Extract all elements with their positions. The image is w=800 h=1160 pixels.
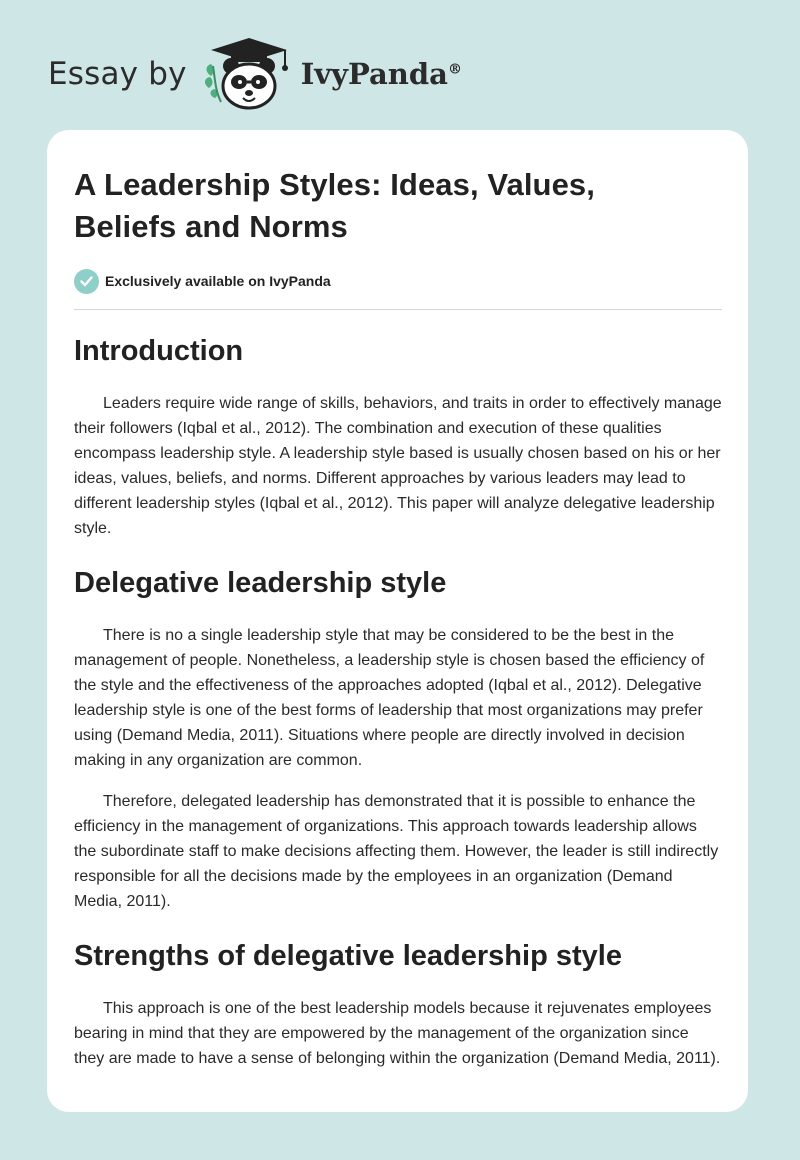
essay-by-label: Essay by	[48, 56, 187, 92]
brand-name[interactable]: IvyPanda®	[300, 57, 462, 91]
page-title: A Leadership Styles: Ideas, Values, Beliefs and Norms	[74, 167, 595, 244]
paragraph: There is no a single leadership style that may be considered to be the best in the management of people. Nonetheless, a leadership style is chosen based the efficiency of the style and the effectiveness of the approaches adopted (Iqbal et al., 2012). Delegative leadership style is one of the best forms of leadership that most organizations may prefer using (Demand Media, 2011). Situations where people are directly involved in decision making in any organization are common.	[74, 627, 705, 769]
section-heading-introduction: Introduction	[74, 335, 244, 367]
exclusive-badge	[74, 268, 722, 294]
section-heading-delegative: Delegative leadership style	[74, 567, 447, 599]
section-heading-strengths: Strengths of delegative leadership style	[74, 940, 622, 972]
essay-card	[47, 130, 748, 1112]
check-circle-icon	[74, 269, 99, 294]
exclusive-label: Exclusively available on IvyPanda	[105, 273, 331, 289]
panda-graduate-logo-icon[interactable]	[201, 36, 297, 112]
site-header	[48, 34, 462, 114]
title-divider	[74, 309, 722, 310]
paragraph: This approach is one of the best leadership models because it rejuvenates employees bearing in mind that they are empowered by the management of the organization since they are made to have a sense of belonging within the organization (Demand Media, 2011).	[74, 1000, 721, 1067]
paragraph: Therefore, delegated leadership has demonstrated that it is possible to enhance the efficiency in the management of organizations. This approach towards leadership allows the subordinate staff to make decisions affecting them. However, the leader is still indirectly responsible for all the decisions made by the employees in an organization (Demand Media, 2011).	[74, 793, 719, 910]
paragraph: Leaders require wide range of skills, behaviors, and traits in order to effectively manage their followers (Iqbal et al., 2012). The combination and execution of these qualities encompass leadership style. A leadership style based is usually chosen based on his or her ideas, values, beliefs, and norms. Different approaches by various leaders may lead to different leadership styles (Iqbal et al., 2012). This paper will analyze delegative leadership style.	[74, 395, 722, 537]
